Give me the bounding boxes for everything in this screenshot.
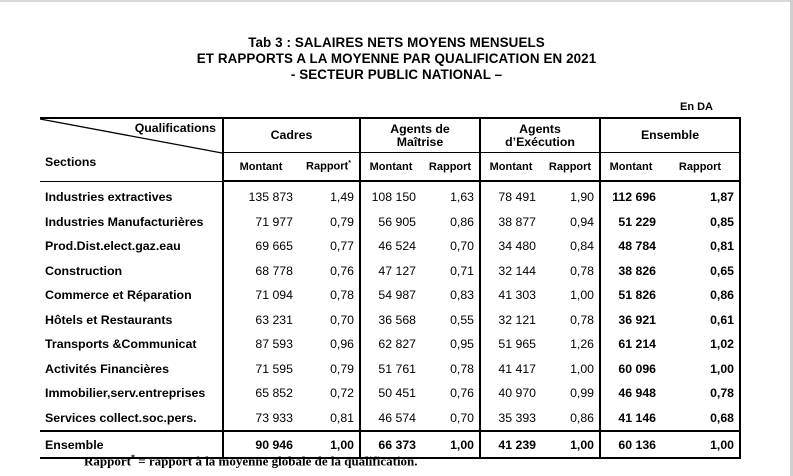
- montant-cell: 36 568: [378, 312, 417, 327]
- group-header-agents-execution: [480, 118, 600, 153]
- montant-cell: 66 373: [360, 431, 421, 458]
- montant-cell: 41 417: [498, 361, 537, 376]
- montant-cell: 51 229: [618, 214, 657, 229]
- table-row: [40, 357, 740, 382]
- montant-cell: 51 761: [378, 361, 417, 376]
- montant-cell: 87 593: [255, 337, 293, 352]
- group-header-ensemble: Ensemble: [600, 118, 740, 153]
- montant-cell: 78 491: [498, 190, 537, 205]
- subheader-montant: Montant: [360, 153, 421, 182]
- rapport-cell: 0,71: [421, 259, 480, 284]
- montant-cell: 38 877: [498, 214, 537, 229]
- rapport-cell: 0,86: [421, 210, 480, 235]
- montant-cell: 71 977: [255, 214, 293, 229]
- montant-cell: 41 303: [498, 288, 537, 303]
- subheader-rapport-mark: *: [348, 160, 351, 168]
- salary-table: [40, 117, 741, 459]
- montant-cell: 60 136: [600, 431, 661, 458]
- rapport-cell: 1,02: [661, 332, 740, 357]
- rapport-cell: 0,78: [541, 259, 600, 284]
- table-title-line-2: ET RAPPORTS A LA MOYENNE PAR QUALIFICATION EN 2021: [196, 51, 597, 66]
- rapport-cell: 0,70: [421, 406, 480, 432]
- frame-top-border: [0, 0, 793, 2]
- section-name: Industries Manufacturières: [40, 210, 223, 235]
- rapport-cell: 1,63: [421, 181, 480, 210]
- montant-cell: 38 826: [618, 263, 657, 278]
- montant-cell: 46 948: [618, 386, 657, 401]
- table-row: [40, 283, 740, 308]
- diagonal-header-cell: [40, 118, 223, 181]
- subheader-rapport: Rapport: [661, 153, 740, 182]
- montant-cell: 32 121: [498, 312, 537, 327]
- unit-label: En DA: [680, 101, 713, 113]
- rapport-cell: 0,76: [298, 259, 360, 284]
- footnote-mark: *: [130, 453, 135, 462]
- section-name: Commerce et Réparation: [40, 283, 223, 308]
- montant-cell: 34 480: [498, 239, 537, 254]
- rapport-cell: 0,78: [298, 283, 360, 308]
- montant-cell: 112 696: [612, 190, 657, 205]
- section-name: Construction: [40, 259, 223, 284]
- rapport-cell: 1,90: [541, 181, 600, 210]
- rapport-cell: 0,81: [298, 406, 360, 432]
- montant-cell: 63 231: [255, 312, 293, 327]
- section-name: Ensemble: [40, 431, 223, 458]
- rapport-cell: 0,99: [541, 381, 600, 406]
- montant-cell: 36 921: [618, 312, 657, 327]
- subheader-montant: Montant: [600, 153, 661, 182]
- montant-cell: 61 214: [618, 337, 657, 352]
- montant-cell: 71 595: [255, 361, 293, 376]
- table-title-line-3: - SECTEUR PUBLIC NATIONAL –: [290, 67, 503, 82]
- sections-label: Sections: [45, 155, 97, 169]
- subheader-rapport: Rapport: [421, 153, 480, 182]
- rapport-cell: 1,00: [298, 431, 360, 458]
- montant-cell: 51 826: [618, 288, 657, 303]
- rapport-cell: 1,00: [541, 357, 600, 382]
- rapport-cell: 0,81: [661, 234, 740, 259]
- rapport-cell: 1,87: [661, 181, 740, 210]
- table-title-line-1: Tab 3 : SALAIRES NETS MOYENS MENSUELS: [248, 35, 545, 50]
- table-row: [40, 381, 740, 406]
- table-row: [40, 406, 740, 432]
- montant-cell: 50 451: [378, 386, 417, 401]
- montant-cell: 60 096: [618, 361, 657, 376]
- rapport-cell: 0,83: [421, 283, 480, 308]
- montant-cell: 73 933: [223, 406, 298, 432]
- table-row: [40, 181, 740, 210]
- montant-cell: 56 905: [378, 214, 417, 229]
- rapport-cell: 0,84: [541, 234, 600, 259]
- rapport-cell: 1,00: [661, 431, 740, 458]
- montant-cell: 40 970: [498, 386, 537, 401]
- rapport-cell: 1,49: [298, 181, 360, 210]
- rapport-cell: 0,78: [661, 381, 740, 406]
- rapport-cell: 0,78: [421, 357, 480, 382]
- group-header-cadres: Cadres: [223, 118, 360, 153]
- rapport-cell: 0,86: [541, 406, 600, 432]
- montant-cell: 62 827: [378, 337, 417, 352]
- subheader-montant: Montant: [223, 153, 298, 182]
- montant-cell: 65 852: [255, 386, 293, 401]
- montant-cell: 41 146: [600, 406, 661, 432]
- section-name: Industries extractives: [40, 181, 223, 210]
- montant-cell: 108 150: [371, 190, 417, 205]
- rapport-cell: 0,95: [421, 332, 480, 357]
- rapport-cell: 0,78: [541, 308, 600, 333]
- montant-cell: 90 946: [223, 431, 298, 458]
- montant-cell: 71 094: [255, 288, 293, 303]
- rapport-cell: 1,00: [421, 431, 480, 458]
- section-name: Hôtels et Restaurants: [40, 308, 223, 333]
- subheader-rapport-text: Rapport: [306, 160, 349, 173]
- subheader-montant: Montant: [480, 153, 541, 182]
- rapport-cell: 1,00: [661, 357, 740, 382]
- rapport-cell: 1,26: [541, 332, 600, 357]
- table-row: [40, 308, 740, 333]
- montant-cell: 47 127: [378, 263, 417, 278]
- montant-cell: 46 524: [378, 239, 417, 254]
- subheader-rapport: Rapport: [541, 153, 600, 182]
- rapport-cell: 0,77: [298, 234, 360, 259]
- section-name: Activités Financières: [40, 357, 223, 382]
- table-row: [40, 234, 740, 259]
- rapport-cell: 0,70: [298, 308, 360, 333]
- rapport-cell: 0,55: [421, 308, 480, 333]
- rapport-cell: 0,79: [298, 210, 360, 235]
- group-header-agents-maitrise-text: Agents de Maîtrise: [390, 121, 450, 149]
- montant-cell: 35 393: [480, 406, 541, 432]
- rapport-cell: 0,79: [298, 357, 360, 382]
- montant-cell: 41 239: [480, 431, 541, 458]
- footnote-label: Rapport: [84, 453, 131, 469]
- montant-cell: 32 144: [498, 263, 537, 278]
- rapport-cell: 0,61: [661, 308, 740, 333]
- section-name: Services collect.soc.pers.: [40, 406, 223, 432]
- qualifications-label: Qualifications: [134, 121, 216, 135]
- montant-cell: 51 965: [498, 337, 537, 352]
- group-header-agents-execution-text: Agents d’Exécution: [505, 121, 575, 149]
- rapport-cell: 0,65: [661, 259, 740, 284]
- rapport-cell: 0,76: [421, 381, 480, 406]
- montant-cell: 48 784: [618, 239, 657, 254]
- table-row: [40, 210, 740, 235]
- rapport-cell: 1,00: [541, 431, 600, 458]
- rapport-cell: 0,72: [298, 381, 360, 406]
- footnote: [84, 453, 418, 469]
- rapport-cell: 0,68: [661, 406, 740, 432]
- footnote-text: = rapport à la moyenne globale de la qualification.: [134, 453, 418, 469]
- montant-cell: 69 665: [255, 239, 293, 254]
- section-name: Immobilier,serv.entreprises: [40, 381, 223, 406]
- table-row: [40, 259, 740, 284]
- rapport-cell: 0,94: [541, 210, 600, 235]
- rapport-cell: 0,96: [298, 332, 360, 357]
- section-name: Transports &Communicat: [40, 332, 223, 357]
- section-name: Prod.Dist.elect.gaz.eau: [40, 234, 223, 259]
- montant-cell: 135 873: [248, 190, 293, 205]
- rapport-cell: 0,86: [661, 283, 740, 308]
- table-row: [40, 332, 740, 357]
- montant-cell: 46 574: [360, 406, 421, 432]
- subheader-rapport: [298, 153, 360, 182]
- rapport-cell: 0,85: [661, 210, 740, 235]
- rapport-cell: 1,00: [541, 283, 600, 308]
- group-header-agents-maitrise: [360, 118, 480, 153]
- rapport-cell: 0,70: [421, 234, 480, 259]
- montant-cell: 68 778: [255, 263, 293, 278]
- montant-cell: 54 987: [378, 288, 417, 303]
